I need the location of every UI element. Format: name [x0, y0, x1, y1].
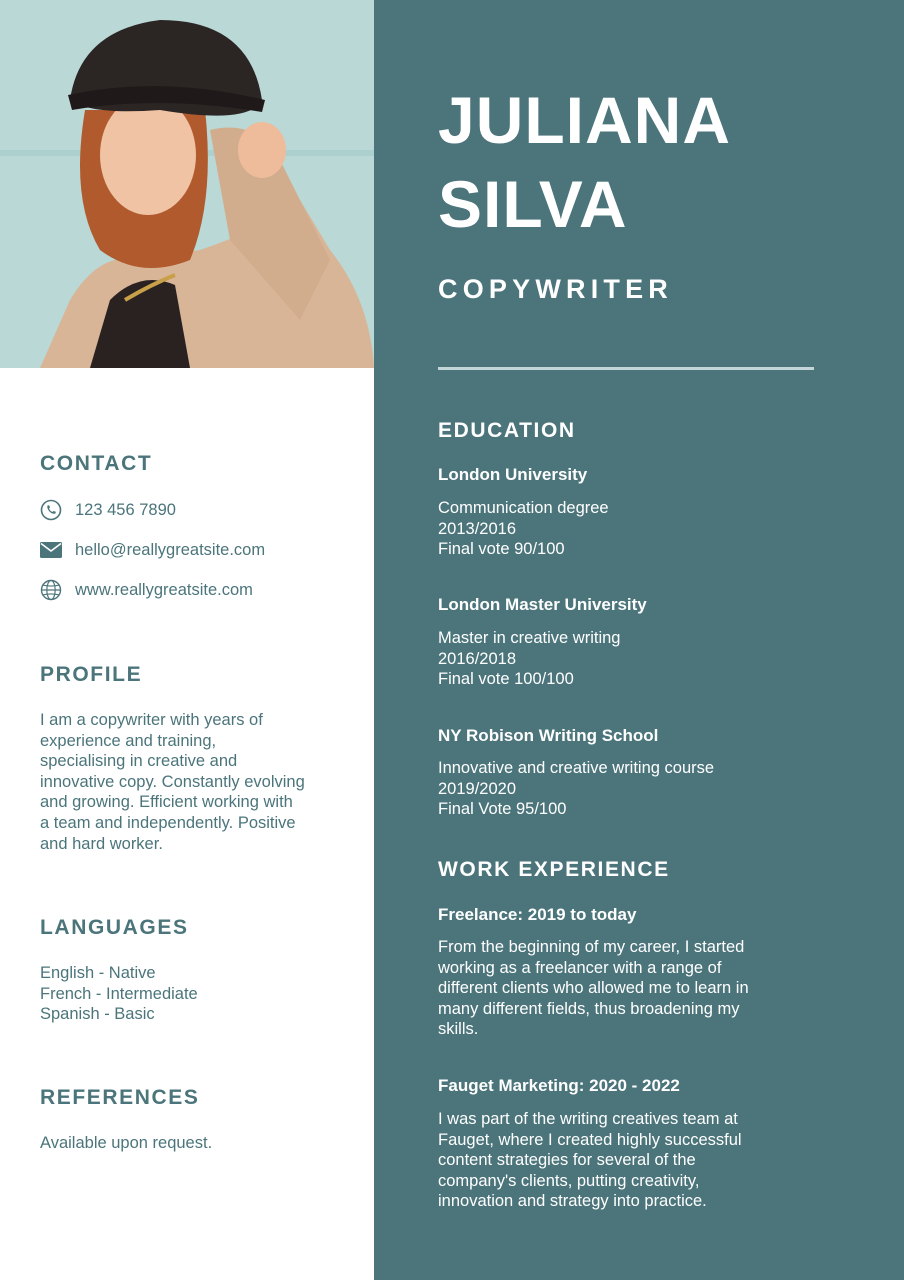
work-description [438, 937, 808, 1040]
work-line: many different fields, thus broadening my [438, 999, 740, 1018]
profile-line: experience and training, [40, 731, 217, 750]
education-line: 2019/2020 [438, 779, 516, 798]
work-description [438, 1109, 808, 1212]
profile-line: innovative copy. Constantly evolving [40, 772, 305, 791]
education-line: Final Vote 95/100 [438, 800, 567, 819]
phone-number[interactable]: 123 456 7890 [75, 500, 176, 519]
contact-heading: CONTACT [40, 452, 153, 475]
education-line: 2016/2018 [438, 649, 516, 668]
profile-line: and growing. Efficient working with [40, 793, 293, 812]
education-details [438, 628, 808, 690]
work-line: I was part of the writing creatives team at [438, 1110, 738, 1128]
work-line: From the beginning of my career, I started [438, 938, 745, 956]
references-heading: REFERENCES [40, 1086, 200, 1109]
profile-text [40, 710, 305, 854]
left-column [0, 0, 374, 1280]
work-line: innovation and strategy into practice. [438, 1192, 707, 1211]
education-line: Master in creative writing [438, 629, 621, 647]
work-line: company's clients, putting creativity, [438, 1171, 700, 1190]
education-line: Final vote 100/100 [438, 670, 574, 689]
languages-heading: LANGUAGES [40, 916, 189, 939]
language-item: Spanish - Basic [40, 1005, 155, 1024]
profile-photo [0, 0, 374, 368]
education-line: Final vote 90/100 [438, 540, 565, 559]
education-school: London Master University [438, 595, 647, 614]
last-name: SILVA [438, 167, 628, 241]
references-text: Available upon request. [40, 1134, 213, 1152]
globe-icon [40, 579, 62, 601]
profile-line: specialising in creative and [40, 752, 238, 771]
job-title: COPYWRITER [438, 274, 674, 304]
language-item: French - Intermediate [40, 984, 198, 1003]
work-line: different clients who allowed me to learn in [438, 979, 749, 998]
phone-icon [40, 499, 62, 521]
contact-phone [40, 498, 176, 522]
profile-line: a team and independently. Positive [40, 813, 296, 832]
education-line: Innovative and creative writing course [438, 759, 715, 777]
education-line: Communication degree [438, 499, 609, 517]
profile-heading: PROFILE [40, 663, 143, 686]
work-title: Freelance: 2019 to today [438, 905, 637, 924]
contact-email [40, 538, 265, 562]
education-line: 2013/2016 [438, 519, 516, 538]
envelope-icon [40, 539, 62, 561]
language-item: English - Native [40, 964, 156, 982]
email-address[interactable]: hello@reallygreatsite.com [75, 540, 266, 559]
work-line: Fauget, where I created highly successful [438, 1130, 742, 1149]
work-title: Fauget Marketing: 2020 - 2022 [438, 1076, 680, 1095]
contact-website [40, 578, 253, 602]
work-heading: WORK EXPERIENCE [438, 858, 670, 881]
education-details [438, 758, 808, 820]
education-heading: EDUCATION [438, 419, 576, 442]
work-line: skills. [438, 1020, 479, 1039]
profile-line: I am a copywriter with years of [40, 711, 263, 729]
full-name [438, 78, 731, 246]
education-details [438, 498, 808, 560]
work-line: content strategies for several of the [438, 1151, 696, 1170]
work-line: working as a freelancer with a range of [438, 958, 722, 977]
education-school: NY Robison Writing School [438, 726, 659, 745]
first-name: JULIANA [438, 83, 732, 157]
languages-list [40, 963, 198, 1025]
header-divider [438, 367, 814, 370]
education-school: London University [438, 465, 588, 484]
profile-line: and hard worker. [40, 834, 163, 853]
website-url[interactable]: www.reallygreatsite.com [75, 580, 253, 599]
